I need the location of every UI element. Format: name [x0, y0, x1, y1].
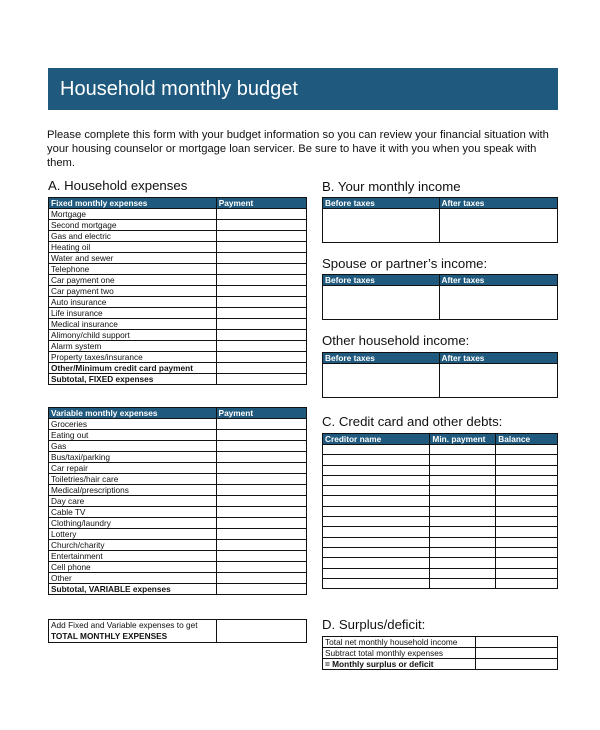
row-label: Alimony/child support [49, 330, 217, 341]
payment-field[interactable] [216, 352, 306, 363]
table-row [49, 363, 307, 374]
payment-field[interactable] [216, 419, 306, 430]
payment-field[interactable] [216, 540, 306, 551]
table-row [49, 496, 307, 507]
balance-field[interactable] [496, 537, 558, 547]
total-instruction: Add Fixed and Variable expenses to get [51, 620, 198, 630]
payment-field[interactable] [216, 584, 306, 595]
row-label: Alarm system [49, 341, 217, 352]
payment-field[interactable] [216, 485, 306, 496]
row-label: Cable TV [49, 507, 217, 518]
table-row [49, 551, 307, 562]
row-label: Church/charity [49, 540, 217, 551]
row-label: Subtract total monthly expenses [323, 648, 476, 659]
table-row [49, 518, 307, 529]
creditor-name-field[interactable] [323, 578, 430, 588]
payment-field[interactable] [216, 452, 306, 463]
payment-field[interactable] [216, 441, 306, 452]
row-label: Subtotal, FIXED expenses [49, 374, 217, 385]
table-row [49, 220, 307, 231]
creditor-name-field[interactable] [323, 558, 430, 568]
creditor-name-field[interactable] [323, 445, 430, 455]
table-row [49, 452, 307, 463]
total-row [49, 620, 307, 643]
column-header: After taxes [439, 198, 557, 209]
column-header: Payment [216, 198, 306, 209]
creditor-name-field[interactable] [323, 527, 430, 537]
row-label: Toiletries/hair care [49, 474, 217, 485]
balance-field[interactable] [496, 506, 558, 516]
table-row [49, 231, 307, 242]
table-row [49, 264, 307, 275]
row-label: Property taxes/insurance [49, 352, 217, 363]
row-label: Groceries [49, 419, 217, 430]
table-row [323, 568, 558, 578]
balance-field[interactable] [496, 445, 558, 455]
min-payment-field[interactable] [430, 486, 496, 496]
row-label: Total net monthly household income [323, 637, 476, 648]
amount-field[interactable] [475, 637, 557, 648]
balance-field[interactable] [496, 496, 558, 506]
column-header: Min. payment [430, 434, 496, 445]
page-title: Household monthly budget [48, 68, 558, 110]
balance-field[interactable] [496, 455, 558, 465]
creditor-name-field[interactable] [323, 455, 430, 465]
table-header-row [323, 198, 558, 209]
balance-field[interactable] [496, 486, 558, 496]
payment-field[interactable] [216, 363, 306, 374]
row-label: Lottery [49, 529, 217, 540]
amount-field[interactable] [475, 648, 557, 659]
your-income-table [322, 197, 558, 243]
creditor-name-field[interactable] [323, 517, 430, 527]
fixed-expenses-table [48, 197, 307, 385]
min-payment-field[interactable] [430, 537, 496, 547]
payment-field[interactable] [216, 507, 306, 518]
min-payment-field[interactable] [430, 506, 496, 516]
payment-field[interactable] [216, 231, 306, 242]
table-row [49, 242, 307, 253]
payment-field[interactable] [216, 551, 306, 562]
table-row [49, 419, 307, 430]
credit-debts-table [322, 433, 558, 589]
row-label: Heating oil [49, 242, 217, 253]
min-payment-field[interactable] [430, 496, 496, 506]
balance-field[interactable] [496, 465, 558, 475]
section-d-title: D. Surplus/deficit: [322, 617, 426, 632]
table-row [323, 506, 558, 516]
payment-field[interactable] [216, 562, 306, 573]
table-row [49, 529, 307, 540]
section-a-title: A. Household expenses [48, 178, 188, 193]
table-row [323, 486, 558, 496]
column-header: Before taxes [323, 353, 440, 364]
payment-field[interactable] [216, 264, 306, 275]
payment-field[interactable] [216, 496, 306, 507]
column-header: Before taxes [323, 198, 440, 209]
creditor-name-field[interactable] [323, 547, 430, 557]
row-label: Clothing/laundry [49, 518, 217, 529]
other-before-taxes-field[interactable] [323, 364, 440, 398]
payment-field[interactable] [216, 341, 306, 352]
row-label: Car payment two [49, 286, 217, 297]
min-payment-field[interactable] [430, 475, 496, 485]
payment-field[interactable] [216, 330, 306, 341]
table-row [49, 330, 307, 341]
table-header-row [323, 353, 558, 364]
balance-field[interactable] [496, 475, 558, 485]
section-b-title: B. Your monthly income [322, 179, 461, 194]
table-row [49, 474, 307, 485]
row-label: Gas and electric [49, 231, 217, 242]
creditor-name-field[interactable] [323, 506, 430, 516]
payment-field[interactable] [216, 374, 306, 385]
payment-field[interactable] [216, 286, 306, 297]
table-row [49, 275, 307, 286]
min-payment-field[interactable] [430, 558, 496, 568]
table-row [49, 584, 307, 595]
balance-field[interactable] [496, 568, 558, 578]
row-label: Eating out [49, 430, 217, 441]
row-label: Water and sewer [49, 253, 217, 264]
table-row [49, 430, 307, 441]
row-label: Car payment one [49, 275, 217, 286]
spouse-before-taxes-field[interactable] [323, 286, 440, 320]
total-expenses-table [48, 619, 307, 643]
creditor-name-field[interactable] [323, 465, 430, 475]
table-row [49, 463, 307, 474]
table-row [49, 297, 307, 308]
spouse-income-table [322, 274, 558, 320]
column-header: Fixed monthly expenses [49, 198, 217, 209]
total-monthly-expenses-label: TOTAL MONTHLY EXPENSES [51, 631, 168, 641]
table-row [323, 496, 558, 506]
table-row [49, 209, 307, 220]
creditor-name-field[interactable] [323, 486, 430, 496]
row-label: = Monthly surplus or deficit [323, 659, 476, 670]
row-label: Day care [49, 496, 217, 507]
min-payment-field[interactable] [430, 578, 496, 588]
min-payment-field[interactable] [430, 465, 496, 475]
row-label: Medical insurance [49, 319, 217, 330]
column-header: Before taxes [323, 275, 440, 286]
table-row [49, 308, 307, 319]
balance-field[interactable] [496, 547, 558, 557]
after-taxes-field[interactable] [439, 209, 557, 243]
balance-field[interactable] [496, 558, 558, 568]
variable-expenses-table [48, 407, 307, 595]
column-header: Creditor name [323, 434, 430, 445]
payment-field[interactable] [216, 275, 306, 286]
table-row [323, 547, 558, 557]
column-header: Balance [496, 434, 558, 445]
table-row [49, 573, 307, 584]
min-payment-field[interactable] [430, 455, 496, 465]
min-payment-field[interactable] [430, 445, 496, 455]
column-header: Payment [216, 408, 306, 419]
table-row [49, 253, 307, 264]
payment-field[interactable] [216, 253, 306, 264]
row-label: Bus/taxi/parking [49, 452, 217, 463]
creditor-name-field[interactable] [323, 568, 430, 578]
table-row [323, 558, 558, 568]
row-label: Car repair [49, 463, 217, 474]
table-row [49, 286, 307, 297]
amount-field[interactable] [475, 659, 557, 670]
surplus-deficit-table [322, 636, 558, 670]
table-row [323, 517, 558, 527]
creditor-name-field[interactable] [323, 496, 430, 506]
payment-field[interactable] [216, 518, 306, 529]
table-row [323, 475, 558, 485]
column-header: After taxes [439, 353, 557, 364]
table-row [323, 445, 558, 455]
payment-field[interactable] [216, 573, 306, 584]
table-row [323, 527, 558, 537]
table-row [323, 659, 558, 670]
total-label [49, 620, 217, 643]
table-row [49, 352, 307, 363]
min-payment-field[interactable] [430, 527, 496, 537]
payment-field[interactable] [216, 430, 306, 441]
other-income-title: Other household income: [322, 333, 470, 348]
creditor-name-field[interactable] [323, 475, 430, 485]
payment-field[interactable] [216, 209, 306, 220]
table-row [49, 319, 307, 330]
table-row [49, 341, 307, 352]
payment-field[interactable] [216, 529, 306, 540]
min-payment-field[interactable] [430, 517, 496, 527]
payment-field[interactable] [216, 242, 306, 253]
other-income-table [322, 352, 558, 398]
payment-field[interactable] [216, 319, 306, 330]
row-label: Telephone [49, 264, 217, 275]
table-row [49, 562, 307, 573]
row-label: Cell phone [49, 562, 217, 573]
table-row [323, 465, 558, 475]
table-header-row [323, 275, 558, 286]
spouse-after-taxes-field[interactable] [439, 286, 557, 320]
row-label: Auto insurance [49, 297, 217, 308]
table-row [323, 578, 558, 588]
row-label: Medical/prescriptions [49, 485, 217, 496]
payment-field[interactable] [216, 474, 306, 485]
before-taxes-field[interactable] [323, 209, 440, 243]
column-header: After taxes [439, 275, 557, 286]
table-row [49, 485, 307, 496]
table-row [323, 537, 558, 547]
table-row [49, 540, 307, 551]
balance-field[interactable] [496, 527, 558, 537]
row-label: Subtotal, VARIABLE expenses [49, 584, 217, 595]
payment-field[interactable] [216, 308, 306, 319]
table-header-row [323, 434, 558, 445]
row-label: Life insurance [49, 308, 217, 319]
table-header-row [49, 408, 307, 419]
min-payment-field[interactable] [430, 547, 496, 557]
creditor-name-field[interactable] [323, 537, 430, 547]
balance-field[interactable] [496, 517, 558, 527]
row-label: Mortgage [49, 209, 217, 220]
table-row [49, 507, 307, 518]
spouse-income-title: Spouse or partner’s income: [322, 256, 488, 271]
table-row [49, 374, 307, 385]
balance-field[interactable] [496, 578, 558, 588]
row-label: Other [49, 573, 217, 584]
payment-field[interactable] [216, 463, 306, 474]
total-monthly-expenses-field[interactable] [216, 620, 306, 643]
intro-paragraph: Please complete this form with your budget information so you can review your financial situation with your housing counselor or mortgage loan servicer. Be sure to have it with you when you speak with them. [47, 129, 549, 170]
row-label: Gas [49, 441, 217, 452]
section-c-title: C. Credit card and other debts: [322, 414, 503, 429]
row-label: Other/Minimum credit card payment [49, 363, 217, 374]
table-row [323, 648, 558, 659]
min-payment-field[interactable] [430, 568, 496, 578]
table-row [323, 455, 558, 465]
row-label: Second mortgage [49, 220, 217, 231]
table-row [49, 441, 307, 452]
payment-field[interactable] [216, 297, 306, 308]
table-row [323, 637, 558, 648]
table-header-row [49, 198, 307, 209]
payment-field[interactable] [216, 220, 306, 231]
row-label: Entertainment [49, 551, 217, 562]
column-header: Variable monthly expenses [49, 408, 217, 419]
other-after-taxes-field[interactable] [439, 364, 557, 398]
